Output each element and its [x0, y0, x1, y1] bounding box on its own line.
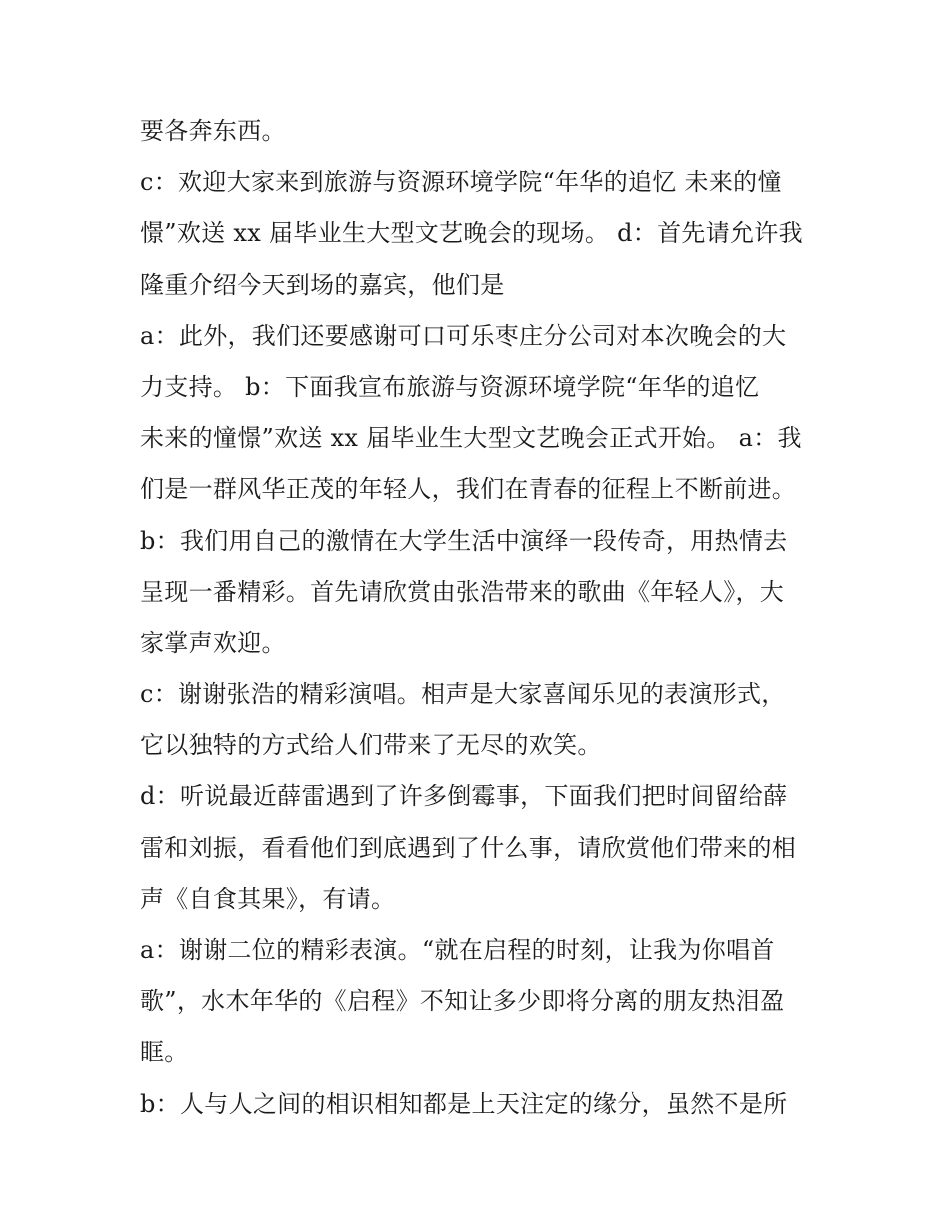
text-line: 它以独特的方式给人们带来了无尽的欢笑。 — [140, 731, 602, 760]
text-line: a：此外，我们还要感谢可口可乐枣庄分公司对本次晚会的大 — [140, 321, 787, 350]
text-line: 未来的憧憬”欢送 xx 届毕业生大型文艺晚会正式开始。 a：我 — [140, 424, 802, 453]
text-line: c：欢迎大家来到旅游与资源环境学院“年华的追忆 未来的憧 — [140, 168, 782, 197]
text-line: 声《自食其果》，有请。 — [140, 884, 396, 913]
text-line: 歌”，水木年华的《启程》不知让多少即将分离的朋友热泪盈 — [140, 987, 785, 1016]
text-line: 憬”欢送 xx 届毕业生大型文艺晚会的现场。 d：首先请允许我 — [140, 219, 803, 248]
text-line: 们是一群风华正茂的年轻人，我们在青春的征程上不断前进。 — [140, 475, 797, 504]
text-line: d：听说最近薛雷遇到了许多倒霉事，下面我们把时间留给薛 — [140, 782, 788, 811]
text-line: 要各奔东西。 — [140, 117, 286, 145]
text-line: c：谢谢张浩的精彩演唱。相声是大家喜闻乐见的表演形式， — [140, 680, 786, 709]
text-line: 呈现一番精彩。首先请欣赏由张浩带来的歌曲《年轻人》，大 — [140, 577, 785, 606]
text-line: b：我们用自己的激情在大学生活中演绎一段传奇，用热情去 — [140, 526, 788, 555]
text-line: 隆重介绍今天到场的嘉宾，他们是 — [140, 270, 505, 299]
text-line: b：人与人之间的相识相知都是上天注定的缘分，虽然不是所 — [140, 1089, 788, 1118]
text-line: a：谢谢二位的精彩表演。“就在启程的时刻，让我为你唱首 — [140, 936, 775, 964]
text-line: 家掌声欢迎。 — [140, 628, 286, 657]
text-line: 眶。 — [140, 1038, 189, 1067]
text-line: 力支持。 b：下面我宣布旅游与资源环境学院“年华的追忆 — [140, 372, 760, 401]
text-line: 雷和刘振，看看他们到底遇到了什么事，请欣赏他们带来的相 — [140, 833, 797, 862]
document-body — [140, 106, 830, 1130]
